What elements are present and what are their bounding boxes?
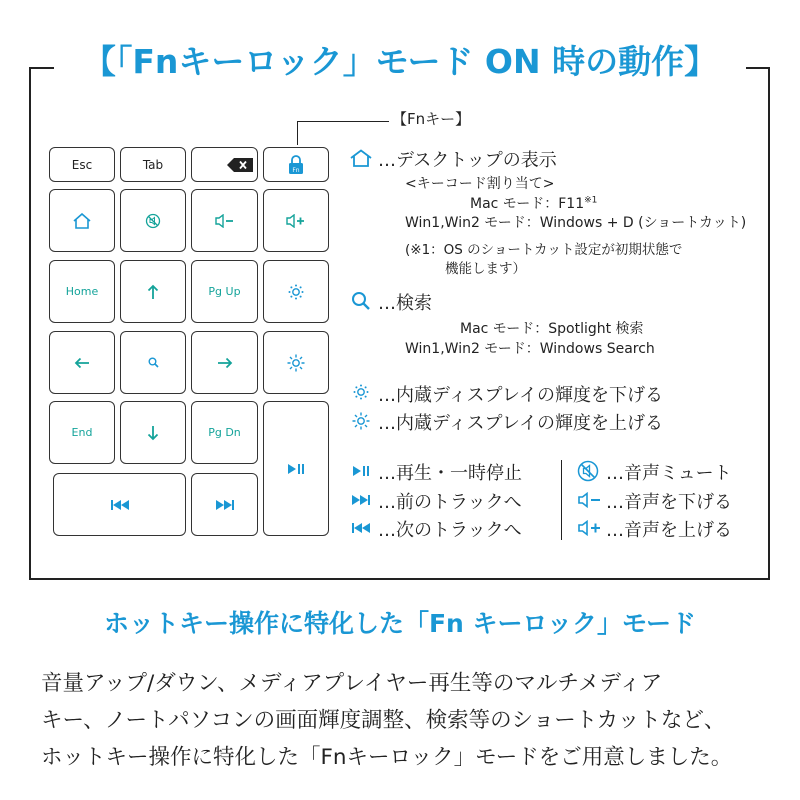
body-text-line-3: ホットキー操作に特化した「Fnキーロック」モードをご用意しました。 (41, 745, 733, 770)
legend-divider (561, 460, 562, 540)
page-up-key-label: Pg Up (208, 285, 241, 298)
arrow-up-key[interactable] (120, 260, 186, 323)
keycode-assign-label: <キーコード割り当て> (405, 176, 555, 192)
arrow-down-key[interactable] (120, 401, 186, 464)
next-track-icon (215, 499, 235, 511)
backspace-icon (227, 158, 253, 172)
volume-down-icon (578, 492, 602, 508)
brightness-up-legend (350, 410, 372, 432)
brightness-down-icon (287, 283, 305, 301)
previous-track-legend (350, 520, 372, 536)
body-text-line-2: キー、ノートパソコンの画面輝度調整、検索等のショートカットなど、 (41, 708, 726, 733)
backspace-key[interactable] (191, 147, 258, 182)
brightness-down-icon (352, 383, 370, 401)
esc-key-label: Esc (71, 157, 93, 172)
previous-track-key[interactable] (53, 473, 186, 536)
brightness-down-key[interactable] (263, 260, 329, 323)
play-pause-icon (352, 465, 370, 477)
body-text-line-1: 音量アップ/ダウン、メディアプレイヤー再生等のマルチメディア (41, 671, 663, 696)
search-icon (351, 291, 371, 311)
mute-icon (145, 213, 161, 229)
arrow-right-key[interactable] (191, 331, 258, 394)
brightness-up-description: …内蔵ディスプレイの輝度を上げる (378, 413, 663, 434)
search-key[interactable] (120, 331, 186, 394)
mute-legend (576, 459, 600, 483)
volume-down-legend (577, 491, 603, 509)
volume-up-icon (286, 214, 306, 228)
search-legend (350, 290, 372, 312)
fn-key-callout: 【Fnキー】 (392, 110, 471, 128)
esc-key[interactable] (49, 147, 115, 182)
next-track-legend (350, 492, 372, 508)
previous-track-description: …次のトラックへ (378, 520, 522, 541)
volume-down-icon (215, 214, 235, 228)
lock-icon (288, 155, 304, 175)
home-desktop-key[interactable] (49, 189, 115, 252)
home-icon (349, 149, 373, 167)
brightness-down-description: …内蔵ディスプレイの輝度を下げる (378, 385, 663, 406)
end-key[interactable] (49, 401, 115, 464)
arrow-left-icon (74, 357, 90, 369)
volume-up-key[interactable] (263, 189, 329, 252)
search-icon (148, 357, 159, 368)
home-icon (72, 213, 92, 229)
search-mac-mode: Mac モード：Spotlight 検索 (460, 321, 644, 337)
desktop-note-line2: 機能します） (445, 261, 526, 277)
volume-down-key[interactable] (191, 189, 258, 252)
tab-key[interactable] (120, 147, 186, 182)
next-track-description: …前のトラックへ (378, 492, 522, 513)
arrow-down-icon (147, 425, 159, 441)
callout-line (297, 121, 389, 122)
brightness-down-legend (350, 381, 372, 403)
section-heading: ホットキー操作に特化した「Fn キーロック」モード (103, 609, 697, 638)
brightness-up-icon (287, 354, 305, 372)
end-key-label: End (71, 426, 93, 439)
page-up-key[interactable] (191, 260, 258, 323)
desktop-description: …デスクトップの表示 (378, 150, 557, 171)
arrow-up-icon (147, 284, 159, 300)
desktop-win-mode: Win1,Win2 モード：Windows + D (ショートカット) (405, 215, 747, 231)
volume-up-icon (578, 520, 602, 536)
home-key[interactable] (49, 260, 115, 323)
play-pause-legend (350, 463, 372, 479)
brightness-up-key[interactable] (263, 331, 329, 394)
brightness-up-icon (352, 412, 370, 430)
mute-key[interactable] (120, 189, 186, 252)
arrow-right-icon (217, 357, 233, 369)
previous-track-icon (351, 522, 371, 534)
mute-icon (577, 460, 599, 482)
home-key-label: Home (65, 285, 99, 298)
volume-down-description: …音声を下げる (606, 492, 732, 513)
home-legend (348, 148, 374, 168)
search-win-mode: Win1,Win2 モード：Windows Search (405, 341, 655, 357)
play-pause-icon (287, 463, 305, 475)
callout-line-vertical (297, 121, 298, 145)
next-track-icon (351, 494, 371, 506)
tab-key-label: Tab (142, 157, 164, 172)
play-pause-key[interactable] (263, 401, 329, 536)
desktop-mac-mode: Mac モード：F11$^{※1}$ (470, 195, 598, 212)
page-down-key[interactable] (191, 401, 258, 464)
search-description: …検索 (378, 293, 432, 314)
mute-description: …音声ミュート (606, 463, 732, 484)
volume-up-legend (577, 519, 603, 537)
next-track-key[interactable] (191, 473, 258, 536)
page-down-key-label: Pg Dn (208, 426, 241, 439)
fn-small-label: Fn (292, 166, 300, 174)
play-pause-description: …再生・一時停止 (378, 463, 522, 484)
fn-key[interactable] (263, 147, 329, 182)
footnote-mark: ※1 (584, 195, 598, 206)
desktop-note-line1: (※1：OS のショートカット設定が初期状態で (405, 242, 683, 258)
page-title: 【「Fnキーロック」モード ON 時の動作】 (54, 34, 746, 94)
arrow-left-key[interactable] (49, 331, 115, 394)
previous-track-icon (110, 499, 130, 511)
volume-up-description: …音声を上げる (606, 520, 732, 541)
